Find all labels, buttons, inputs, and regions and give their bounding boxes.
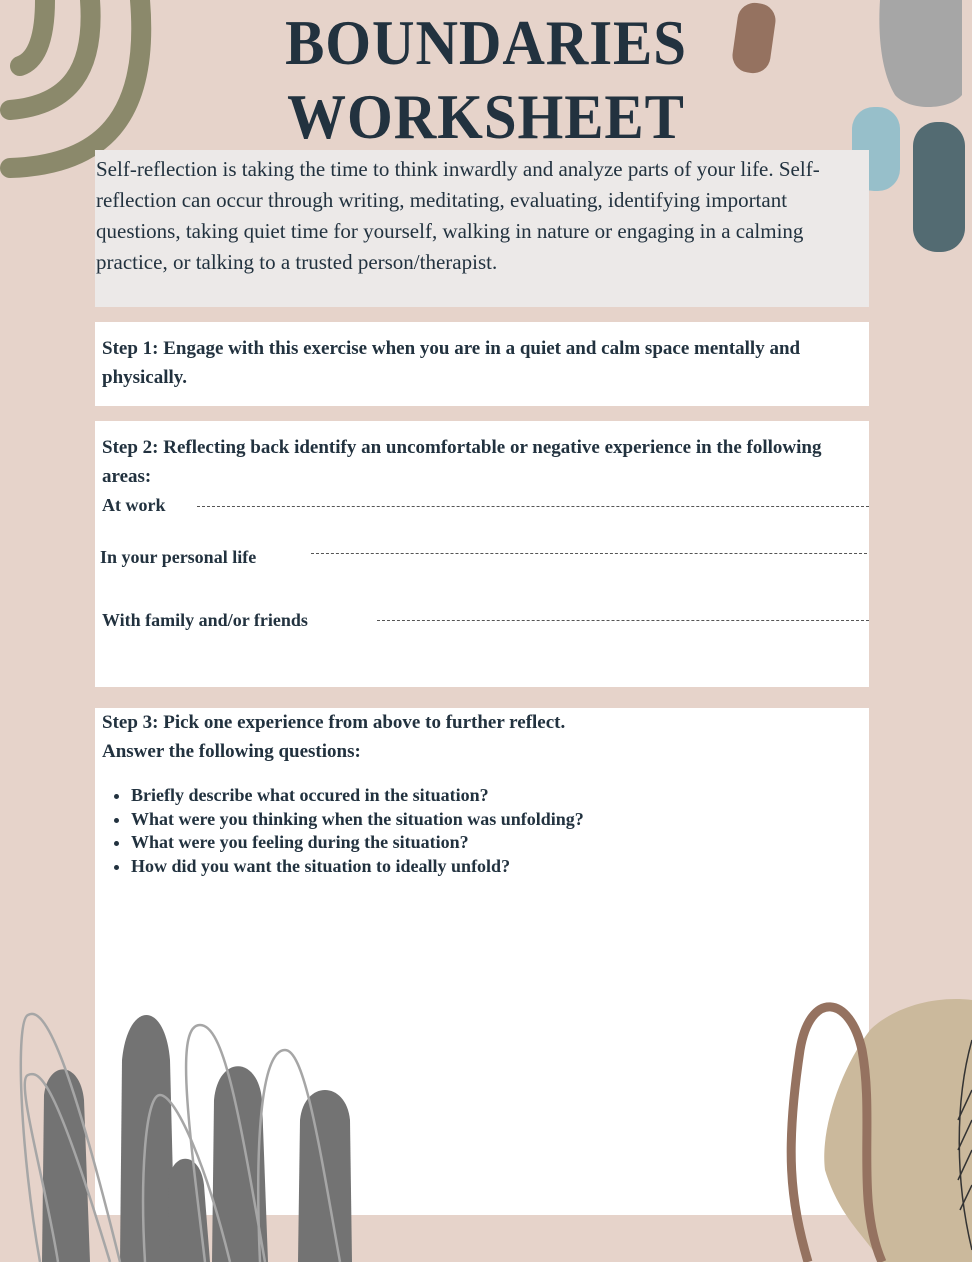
- area-label-work: At work: [102, 495, 166, 515]
- question-list: [102, 784, 862, 878]
- area-label-personal: In your personal life: [100, 547, 257, 567]
- question-item: • What were you thinking when the situation was unfolding?: [131, 808, 862, 832]
- intro-text: Self-reflection is taking the time to think inwardly and analyze parts of your life. Self-reflection can occur through writing, meditating, evaluating, identifying important questions, taking quiet time for yourself, walking in nature or engaging in a calming practice, or talking to a trusted person/therapist.: [95, 150, 869, 307]
- step-3-heading-2: Answer the following questions:: [102, 741, 361, 762]
- step-1-box: [95, 322, 869, 406]
- answer-line-family[interactable]: [377, 620, 869, 621]
- question-item: • What were you feeling during the situation?: [131, 831, 862, 855]
- answer-line-personal[interactable]: [311, 553, 867, 554]
- step-2-heading: Step 2: Reflecting back identify an uncomfortable or negative experience in the following areas:: [102, 437, 822, 487]
- title-line-1: BOUNDARIES: [285, 7, 687, 78]
- question-item: • Briefly describe what occured in the situation?: [131, 784, 862, 808]
- step-1-text: Step 1: Engage with this exercise when you are in a quiet and calm space mentally and physically.: [102, 338, 801, 388]
- step-3-heading-1: Step 3: Pick one experience from above to further reflect.: [102, 712, 566, 733]
- area-label-family: With family and/or friends: [102, 610, 308, 630]
- title-line-2: WORKSHEET: [287, 81, 685, 152]
- step-2-box: [95, 421, 869, 687]
- step-3-box: [95, 708, 869, 1215]
- answer-line-work[interactable]: [197, 506, 869, 507]
- question-item: • How did you want the situation to ideally unfold?: [131, 855, 862, 879]
- page-title: [39, 6, 933, 154]
